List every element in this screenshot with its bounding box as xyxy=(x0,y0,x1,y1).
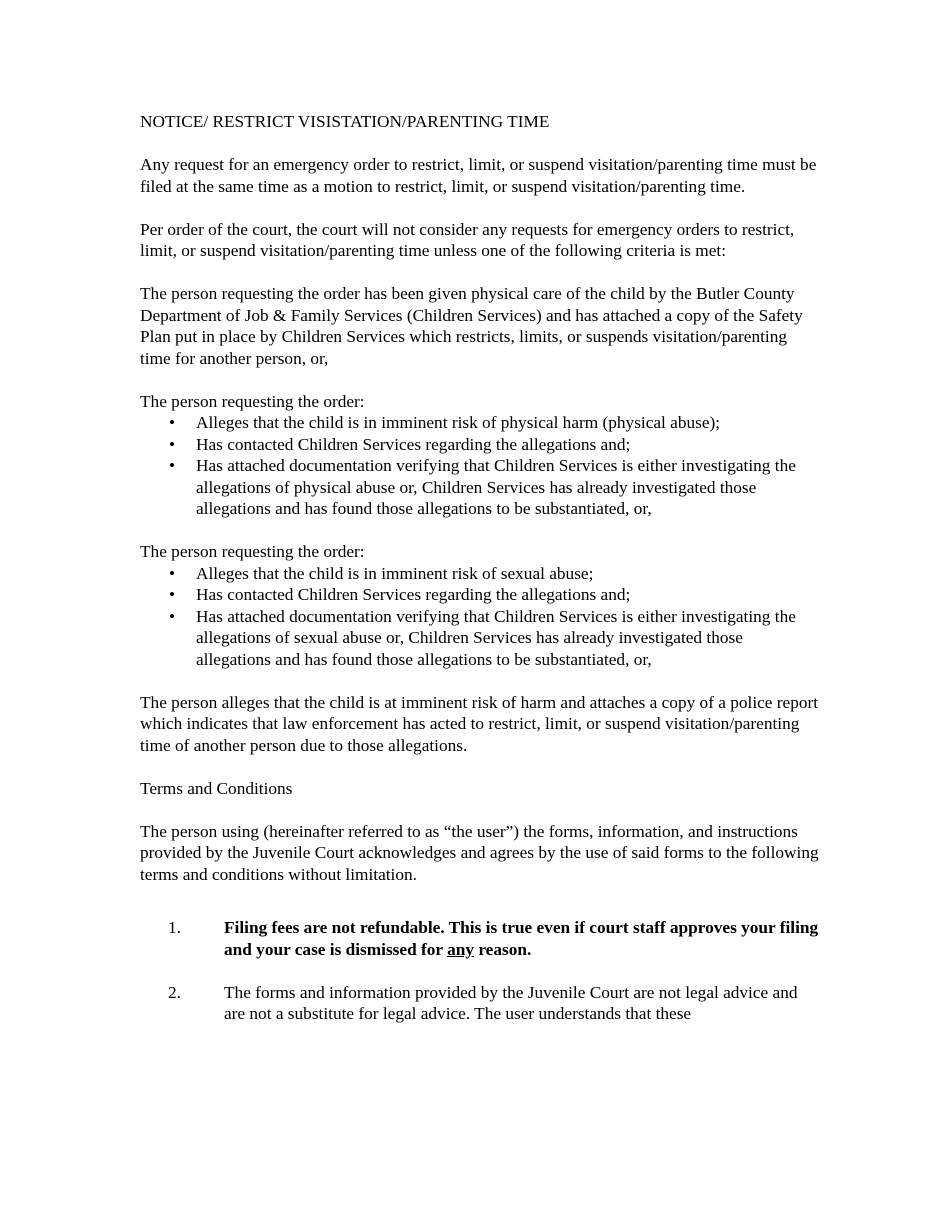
bullet-icon: • xyxy=(169,585,176,604)
paragraph-police-report: The person alleges that the child is at imminent risk of harm and attaches a copy of a police report which indicates that law enforcement has acted to restrict, limit, or suspend visitation/parenting time of another person due to those allegations. xyxy=(140,692,819,755)
bullet-icon: • xyxy=(169,563,176,583)
criteria-physical-intro: The person requesting the order: xyxy=(140,391,365,411)
paragraph-emergency-request: Any request for an emergency order to restrict, limit, or suspend visitation/parenting time must be filed at the same time as a motion to restrict, limit, or suspend visitation/parenting time. xyxy=(140,155,817,196)
terms-heading: Terms and Conditions xyxy=(140,778,293,798)
list-item: • Alleges that the child is in imminent risk of sexual abuse; xyxy=(169,563,594,583)
document-page xyxy=(140,111,820,1046)
list-item: • Has attached documentation verifying that Children Services is either investigating the allegations of sexual abuse or, Children Services has already investigated those allegations and has found those allegations to be substantiated, or, xyxy=(169,606,796,669)
criteria-sexual-list xyxy=(140,563,820,671)
document-title: NOTICE/ RESTRICT VISISTATION/PARENTING TIME xyxy=(140,112,550,131)
list-item: • Has attached documentation verifying that Children Services is either investigating the allegations of physical abuse or, Children Services has already investigated those allegations and has found those allegations to be substantiated, or, xyxy=(169,456,796,518)
terms-item-number: 2. xyxy=(168,982,181,1002)
criteria-sexual-intro: The person requesting the order: xyxy=(140,542,365,561)
bullet-icon: • xyxy=(169,606,176,626)
terms-list xyxy=(140,917,820,1025)
criteria-physical-list xyxy=(140,412,820,520)
terms-item-refund: 1. Filing fees are not refundable. This is true even if court staff approves your filing and your case is dismissed for any reason. xyxy=(168,918,819,959)
terms-item-number: 1. xyxy=(168,918,181,937)
paragraph-safety-plan: The person requesting the order has been given physical care of the child by the Butler County Department of Job & Family Services (Children Services) and has attached a copy of the Safety Plan put in place by Children Services which restricts, limits, or suspends visitation/parenting time for another person, or, xyxy=(140,284,803,368)
paragraph-court-order: Per order of the court, the court will not consider any requests for emergency orders to restrict, limit, or suspend visitation/parenting time unless one of the following criteria is met: xyxy=(140,219,795,260)
bullet-icon: • xyxy=(169,434,176,454)
emphasis-any: any xyxy=(447,939,474,959)
list-item: • Alleges that the child is in imminent risk of physical harm (physical abuse); xyxy=(169,413,721,432)
terms-intro: The person using (hereinafter referred to as “the user”) the forms, information, and instructions provided by the Juvenile Court acknowledges and agrees by the use of said forms to the following terms and conditions without limitation. xyxy=(140,821,819,884)
list-item: • Has contacted Children Services regarding the allegations and; xyxy=(169,585,631,604)
list-item: • Has contacted Children Services regarding the allegations and; xyxy=(169,434,631,454)
bullet-icon: • xyxy=(169,456,176,475)
bullet-icon: • xyxy=(169,413,176,432)
terms-item-not-legal-advice: 2. The forms and information provided by the Juvenile Court are not legal advice and are not a substitute for legal advice. The user understands that these xyxy=(168,982,798,1023)
